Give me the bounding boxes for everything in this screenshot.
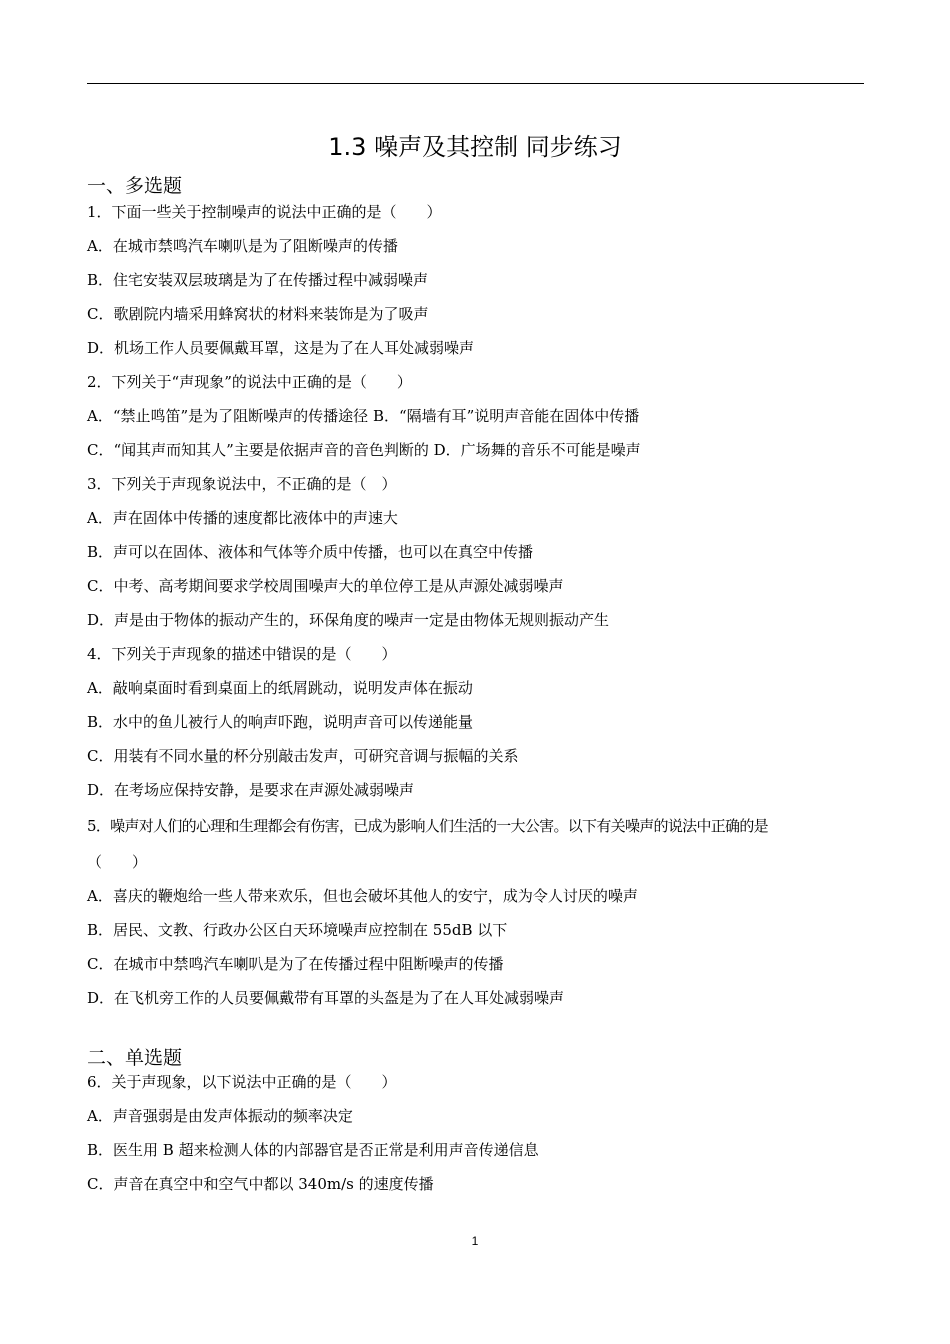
question-1-option-a: A．在城市禁鸣汽车喇叭是为了阻断噪声的传播 <box>87 237 398 255</box>
question-1-option-b: B．住宅安装双层玻璃是为了在传播过程中减弱噪声 <box>87 271 429 289</box>
question-1: 1．下面一些关于控制噪声的说法中正确的是（ ） <box>87 203 442 221</box>
question-2: 2．下列关于“声现象”的说法中正确的是（ ） <box>87 373 412 391</box>
question-2-option-cd: C．“闻其声而知其人”主要是依据声音的音色判断的 D．广场舞的音乐不可能是噪声 <box>87 441 641 459</box>
question-5-continuation: （ ） <box>87 853 148 871</box>
question-1-option-d: D．机场工作人员要佩戴耳罩，这是为了在人耳处减弱噪声 <box>87 339 475 357</box>
page-number: 1 <box>471 1234 479 1248</box>
section-heading-multiple-choice: 一、多选题 <box>87 175 183 197</box>
question-6-option-b: B．医生用 B 超来检测人体的内部器官是否正常是利用声音传递信息 <box>87 1141 539 1159</box>
question-1-option-c: C．歌剧院内墙采用蜂窝状的材料来装饰是为了吸声 <box>87 305 429 323</box>
question-3: 3．下列关于声现象说法中，不正确的是（ ） <box>87 475 397 493</box>
question-5: 5．噪声对人们的心理和生理都会有伤害，已成为影响人们生活的一大公害。以下有关噪声的说法中正确的是 <box>87 817 768 835</box>
question-3-option-a: A．声在固体中传播的速度都比液体中的声速大 <box>87 509 398 527</box>
question-3-option-b: B．声可以在固体、液体和气体等介质中传播，也可以在真空中传播 <box>87 543 534 561</box>
question-5-option-d: D．在飞机旁工作的人员要佩戴带有耳罩的头盔是为了在人耳处减弱噪声 <box>87 989 565 1007</box>
question-5-option-c: C．在城市中禁鸣汽车喇叭是为了在传播过程中阻断噪声的传播 <box>87 955 504 973</box>
question-4-option-d: D．在考场应保持安静，是要求在声源处减弱噪声 <box>87 781 415 799</box>
question-4-option-b: B．水中的鱼儿被行人的响声吓跑，说明声音可以传递能量 <box>87 713 474 731</box>
question-5-option-b: B．居民、文教、行政办公区白天环境噪声应控制在 55dB 以下 <box>87 921 508 939</box>
question-4-option-c: C．用装有不同水量的杯分别敲击发声，可研究音调与振幅的关系 <box>87 747 519 765</box>
question-5-option-a: A．喜庆的鞭炮给一些人带来欢乐，但也会破坏其他人的安宁，成为令人讨厌的噪声 <box>87 887 638 905</box>
section-heading-single-choice: 二、单选题 <box>87 1047 183 1069</box>
question-6-option-c: C．声音在真空中和空气中都以 340m/s 的速度传播 <box>87 1175 434 1193</box>
question-4: 4．下列关于声现象的描述中错误的是（ ） <box>87 645 397 663</box>
question-3-option-d: D．声是由于物体的振动产生的，环保角度的噪声一定是由物体无规则振动产生 <box>87 611 610 629</box>
page-title: 1.3 噪声及其控制 同步练习 <box>328 133 622 161</box>
question-6-option-a: A．声音强弱是由发声体振动的频率决定 <box>87 1107 353 1125</box>
question-6: 6．关于声现象，以下说法中正确的是（ ） <box>87 1073 397 1091</box>
question-2-option-ab: A．“禁止鸣笛”是为了阻断噪声的传播途径 B．“隔墙有耳”说明声音能在固体中传播 <box>87 407 640 425</box>
header-rule <box>87 83 864 84</box>
question-3-option-c: C．中考、高考期间要求学校周围噪声大的单位停工是从声源处减弱噪声 <box>87 577 564 595</box>
question-4-option-a: A．敲响桌面时看到桌面上的纸屑跳动，说明发声体在振动 <box>87 679 473 697</box>
